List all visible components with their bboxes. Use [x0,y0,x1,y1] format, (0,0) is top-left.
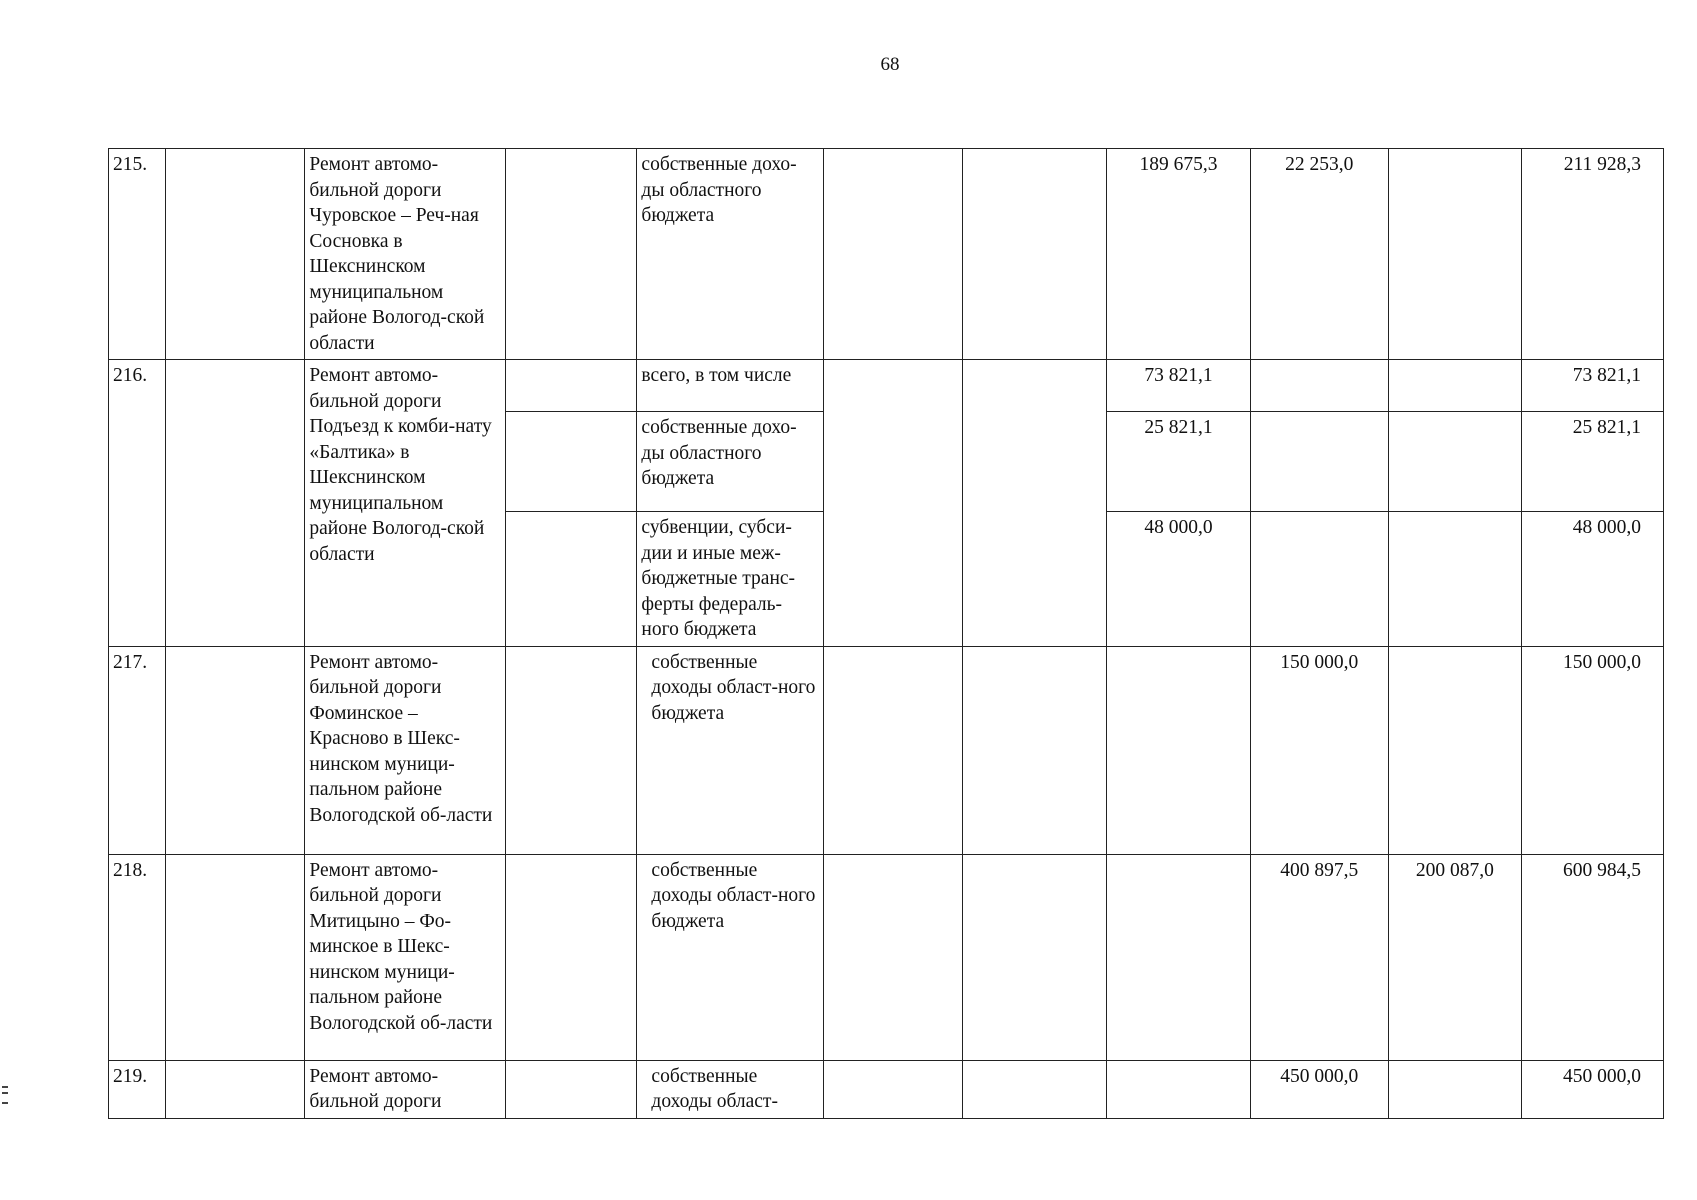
funding-source: субвенции, субси-дии и иные меж-бюджетные транс-ферты федераль-ного бюджета [637,512,823,647]
object-name: Ремонт автомо-бильной дороги Подъезд к комби-нату «Балтика» в Шекснинском муниципальном районе Вологод-ской области [305,360,505,647]
empty-cell [963,646,1107,854]
value-cell: 22 253,0 [1250,149,1388,360]
scan-margin-mark [2,1086,8,1104]
total-cell: 150 000,0 [1522,646,1664,854]
funding-source: всего, в том числе [637,360,823,412]
table-row [109,646,1664,854]
value-cell: 189 675,3 [1107,149,1251,360]
funding-source: собственные дохо-ды областного бюджета [637,412,823,512]
value-cell: 450 000,0 [1250,1060,1388,1118]
empty-cell [505,1060,637,1118]
funding-source: собственные доходы област- [637,1060,823,1118]
table-row [109,360,1664,412]
total-cell: 450 000,0 [1522,1060,1664,1118]
empty-cell [505,360,637,412]
empty-cell [165,646,305,854]
table-row [109,854,1664,1060]
total-cell: 73 821,1 [1522,360,1664,412]
empty-cell [505,149,637,360]
value-cell [1250,512,1388,647]
object-name: Ремонт автомо-бильной дороги [305,1060,505,1118]
total-cell: 600 984,5 [1522,854,1664,1060]
empty-cell [963,360,1107,647]
total-cell: 48 000,0 [1522,512,1664,647]
empty-cell [963,1060,1107,1118]
value-cell [1388,646,1522,854]
empty-cell [963,149,1107,360]
empty-cell [165,360,305,647]
value-cell: 150 000,0 [1250,646,1388,854]
empty-cell [165,149,305,360]
row-number: 217. [109,646,166,854]
row-number: 216. [109,360,166,647]
page-number: 68 [880,54,900,75]
value-cell: 200 087,0 [1388,854,1522,1060]
empty-cell [823,646,963,854]
value-cell: 25 821,1 [1107,412,1251,512]
object-name: Ремонт автомо-бильной дороги Чуровское – Реч-ная Сосновка в Шекснинском муниципальном районе Вологод-ской области [305,149,505,360]
table-row [109,149,1664,360]
funding-source: собственные доходы област-ного бюджета [637,646,823,854]
value-cell [1388,149,1522,360]
value-cell: 48 000,0 [1107,512,1251,647]
empty-cell [823,854,963,1060]
value-cell: 400 897,5 [1250,854,1388,1060]
value-cell [1250,412,1388,512]
empty-cell [823,1060,963,1118]
row-number: 215. [109,149,166,360]
value-cell [1388,412,1522,512]
object-name: Ремонт автомо-бильной дороги Митицыно – Фо-минское в Шекс-нинском муници-пальном районе Вологодской об-ласти [305,854,505,1060]
empty-cell [963,854,1107,1060]
value-cell [1107,1060,1251,1118]
row-number: 219. [109,1060,166,1118]
row-number: 218. [109,854,166,1060]
value-cell [1250,360,1388,412]
value-cell: 73 821,1 [1107,360,1251,412]
empty-cell [165,854,305,1060]
total-cell: 211 928,3 [1522,149,1664,360]
value-cell [1107,646,1251,854]
empty-cell [165,1060,305,1118]
object-name: Ремонт автомо-бильной дороги Фоминское – Красново в Шекс-нинском муници-пальном районе Вологодской об-ласти [305,646,505,854]
total-cell: 25 821,1 [1522,412,1664,512]
value-cell [1107,854,1251,1060]
empty-cell [505,854,637,1060]
funding-source: собственные доходы област-ного бюджета [637,854,823,1060]
value-cell [1388,512,1522,647]
empty-cell [505,646,637,854]
value-cell [1388,360,1522,412]
empty-cell [505,412,637,512]
table-row [109,1060,1664,1118]
budget-table [108,148,1664,1119]
funding-source: собственные дохо-ды областного бюджета [637,149,823,360]
empty-cell [823,149,963,360]
value-cell [1388,1060,1522,1118]
empty-cell [505,512,637,647]
empty-cell [823,360,963,647]
